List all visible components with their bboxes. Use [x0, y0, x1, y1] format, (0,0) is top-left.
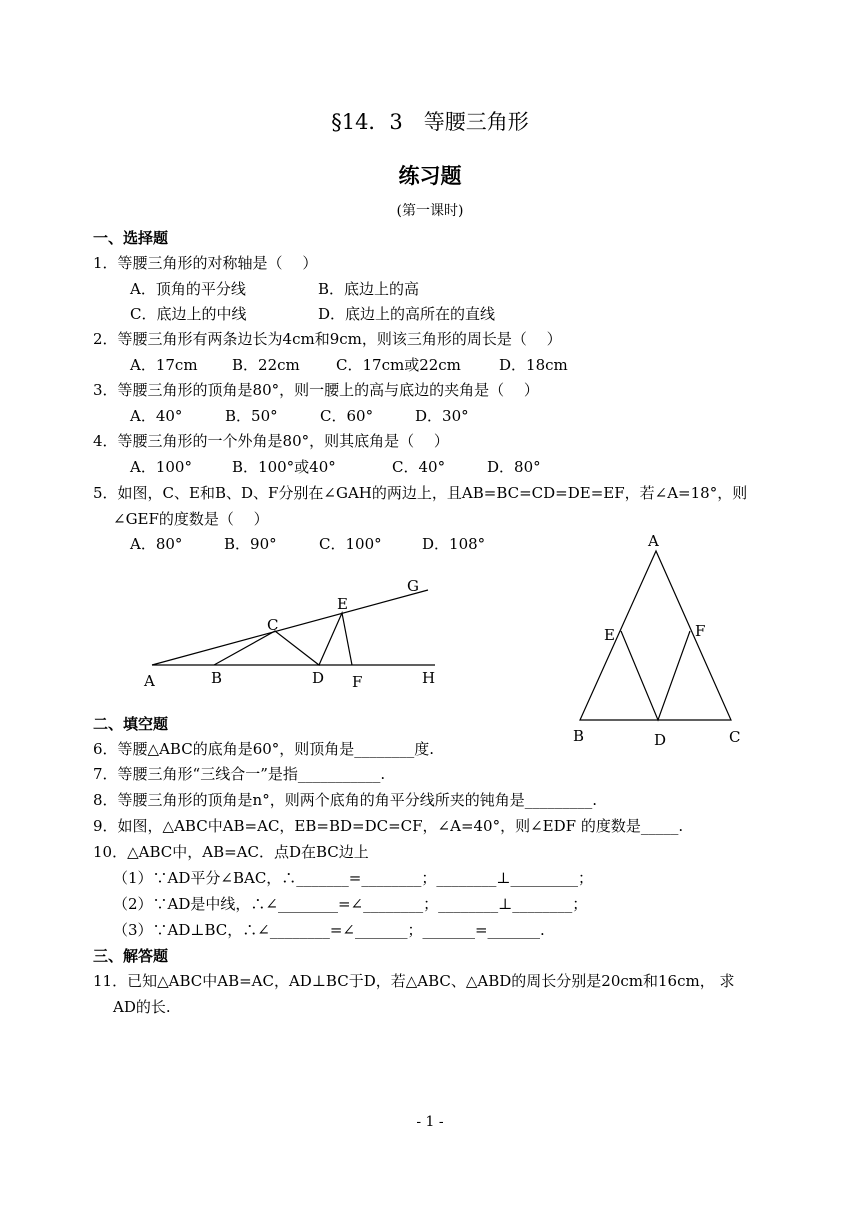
q5-stem-line2: ∠GEF的度数是（ ） [113, 510, 269, 528]
q3-option-d: D．30° [415, 407, 469, 425]
fig2-label-e: E [604, 626, 615, 644]
page-title: §14．3 等腰三角形 [331, 110, 529, 134]
q1-option-b: B．底边上的高 [318, 280, 420, 298]
q4-option-b: B．100°或40° [232, 458, 336, 476]
q3-stem: 3．等腰三角形的顶角是80°，则一腰上的高与底边的夹角是（ ） [93, 381, 539, 399]
q9-text: 9．如图，△ABC中AB=AC，EB=BD=DC=CF，∠A=40°，则∠EDF 的度数是_____. [93, 817, 684, 835]
fig1-label-f: F [352, 673, 363, 691]
q6-text: 6．等腰△ABC的底角是60°，则顶角是________度. [93, 740, 435, 758]
q1-options-row1 [130, 279, 419, 299]
fig1-label-g: G [407, 577, 419, 595]
q1-option-a: A．顶角的平分线 [130, 280, 246, 298]
segments-ed-df [621, 631, 690, 720]
q11-line2: AD的长. [113, 998, 171, 1016]
page-subtitle: 练习题 [398, 164, 462, 188]
q10-part1: （1）∵AD平分∠BAC，∴_______=________；________⊥_________； [113, 869, 593, 887]
fig1-label-a: A [144, 672, 155, 690]
q5-option-b: B．90° [224, 535, 277, 553]
q10-stem: 10．△ABC中，AB=AC．点D在BC边上 [93, 843, 369, 861]
q5-options [130, 534, 485, 554]
q3-option-b: B．50° [225, 407, 278, 425]
figure-angle-gah [130, 570, 450, 695]
section-choice: 一、选择题 [93, 229, 169, 247]
q2-option-c: C．17cm或22cm [336, 356, 461, 374]
triangle-abc [580, 551, 731, 720]
section-answer: 三、解答题 [93, 947, 169, 965]
q7-text: 7．等腰三角形“三线合一”是指___________. [93, 765, 386, 783]
page-number: - 1 - [416, 1114, 444, 1130]
q3-options [130, 406, 469, 426]
q5-option-a: A．80° [130, 535, 183, 553]
fig2-label-c: C [729, 728, 741, 746]
lesson-label: (第一课时) [396, 203, 464, 219]
fig1-label-d: D [312, 669, 325, 687]
zigzag-bcdef [214, 613, 352, 665]
q1-stem: 1．等腰三角形的对称轴是（ ） [93, 254, 318, 272]
q1-option-d: D．底边上的高所在的直线 [318, 305, 496, 323]
q2-option-b: B．22cm [232, 356, 300, 374]
q5-option-c: C．100° [319, 535, 382, 553]
q4-option-d: D．80° [487, 458, 541, 476]
q4-stem: 4．等腰三角形的一个外角是80°，则其底角是（ ） [93, 432, 449, 450]
q2-option-d: D．18cm [499, 356, 568, 374]
q2-options [130, 355, 568, 375]
fig1-label-h: H [422, 669, 436, 687]
q4-option-c: C．40° [392, 458, 446, 476]
q10-part2: （2）∵AD是中线，∴∠________=∠________；________⊥________； [113, 895, 588, 913]
q3-option-c: C．60° [320, 407, 374, 425]
q1-option-c: C．底边上的中线 [130, 305, 247, 323]
fig2-label-f: F [695, 622, 706, 640]
q4-options [130, 457, 541, 477]
fig2-label-b: B [573, 727, 585, 745]
q11-line1: 11．已知△ABC中AB=AC，AD⊥BC于D，若△ABC、△ABD的周长分别是20cm和16cm， 求 [93, 972, 735, 990]
section-fill: 二、填空题 [93, 715, 169, 733]
fig2-label-a: A [648, 532, 659, 550]
q3-option-a: A．40° [130, 407, 183, 425]
q5-option-d: D．108° [422, 535, 486, 553]
fig1-label-b: B [211, 669, 223, 687]
q10-part3: （3）∵AD⊥BC，∴∠________=∠_______；_______=_______. [113, 921, 545, 939]
fig1-label-e: E [337, 595, 348, 613]
q8-text: 8．等腰三角形的顶角是n°，则两个底角的角平分线所夹的钝角是_________. [93, 791, 597, 809]
fig2-label-d: D [654, 731, 667, 749]
q2-option-a: A．17cm [130, 356, 198, 374]
figure-triangle-abc [565, 530, 755, 750]
q2-stem: 2．等腰三角形有两条边长为4cm和9cm，则该三角形的周长是（ ） [93, 330, 562, 348]
q5-stem-line1: 5．如图，C、E和B、D、F分别在∠GAH的两边上，且AB=BC=CD=DE=EF，若∠A=18°，则 [93, 484, 748, 502]
ray-ag [152, 590, 428, 665]
fig1-label-c: C [267, 616, 279, 634]
q1-options-row2 [130, 304, 495, 324]
q4-option-a: A．100° [130, 458, 192, 476]
